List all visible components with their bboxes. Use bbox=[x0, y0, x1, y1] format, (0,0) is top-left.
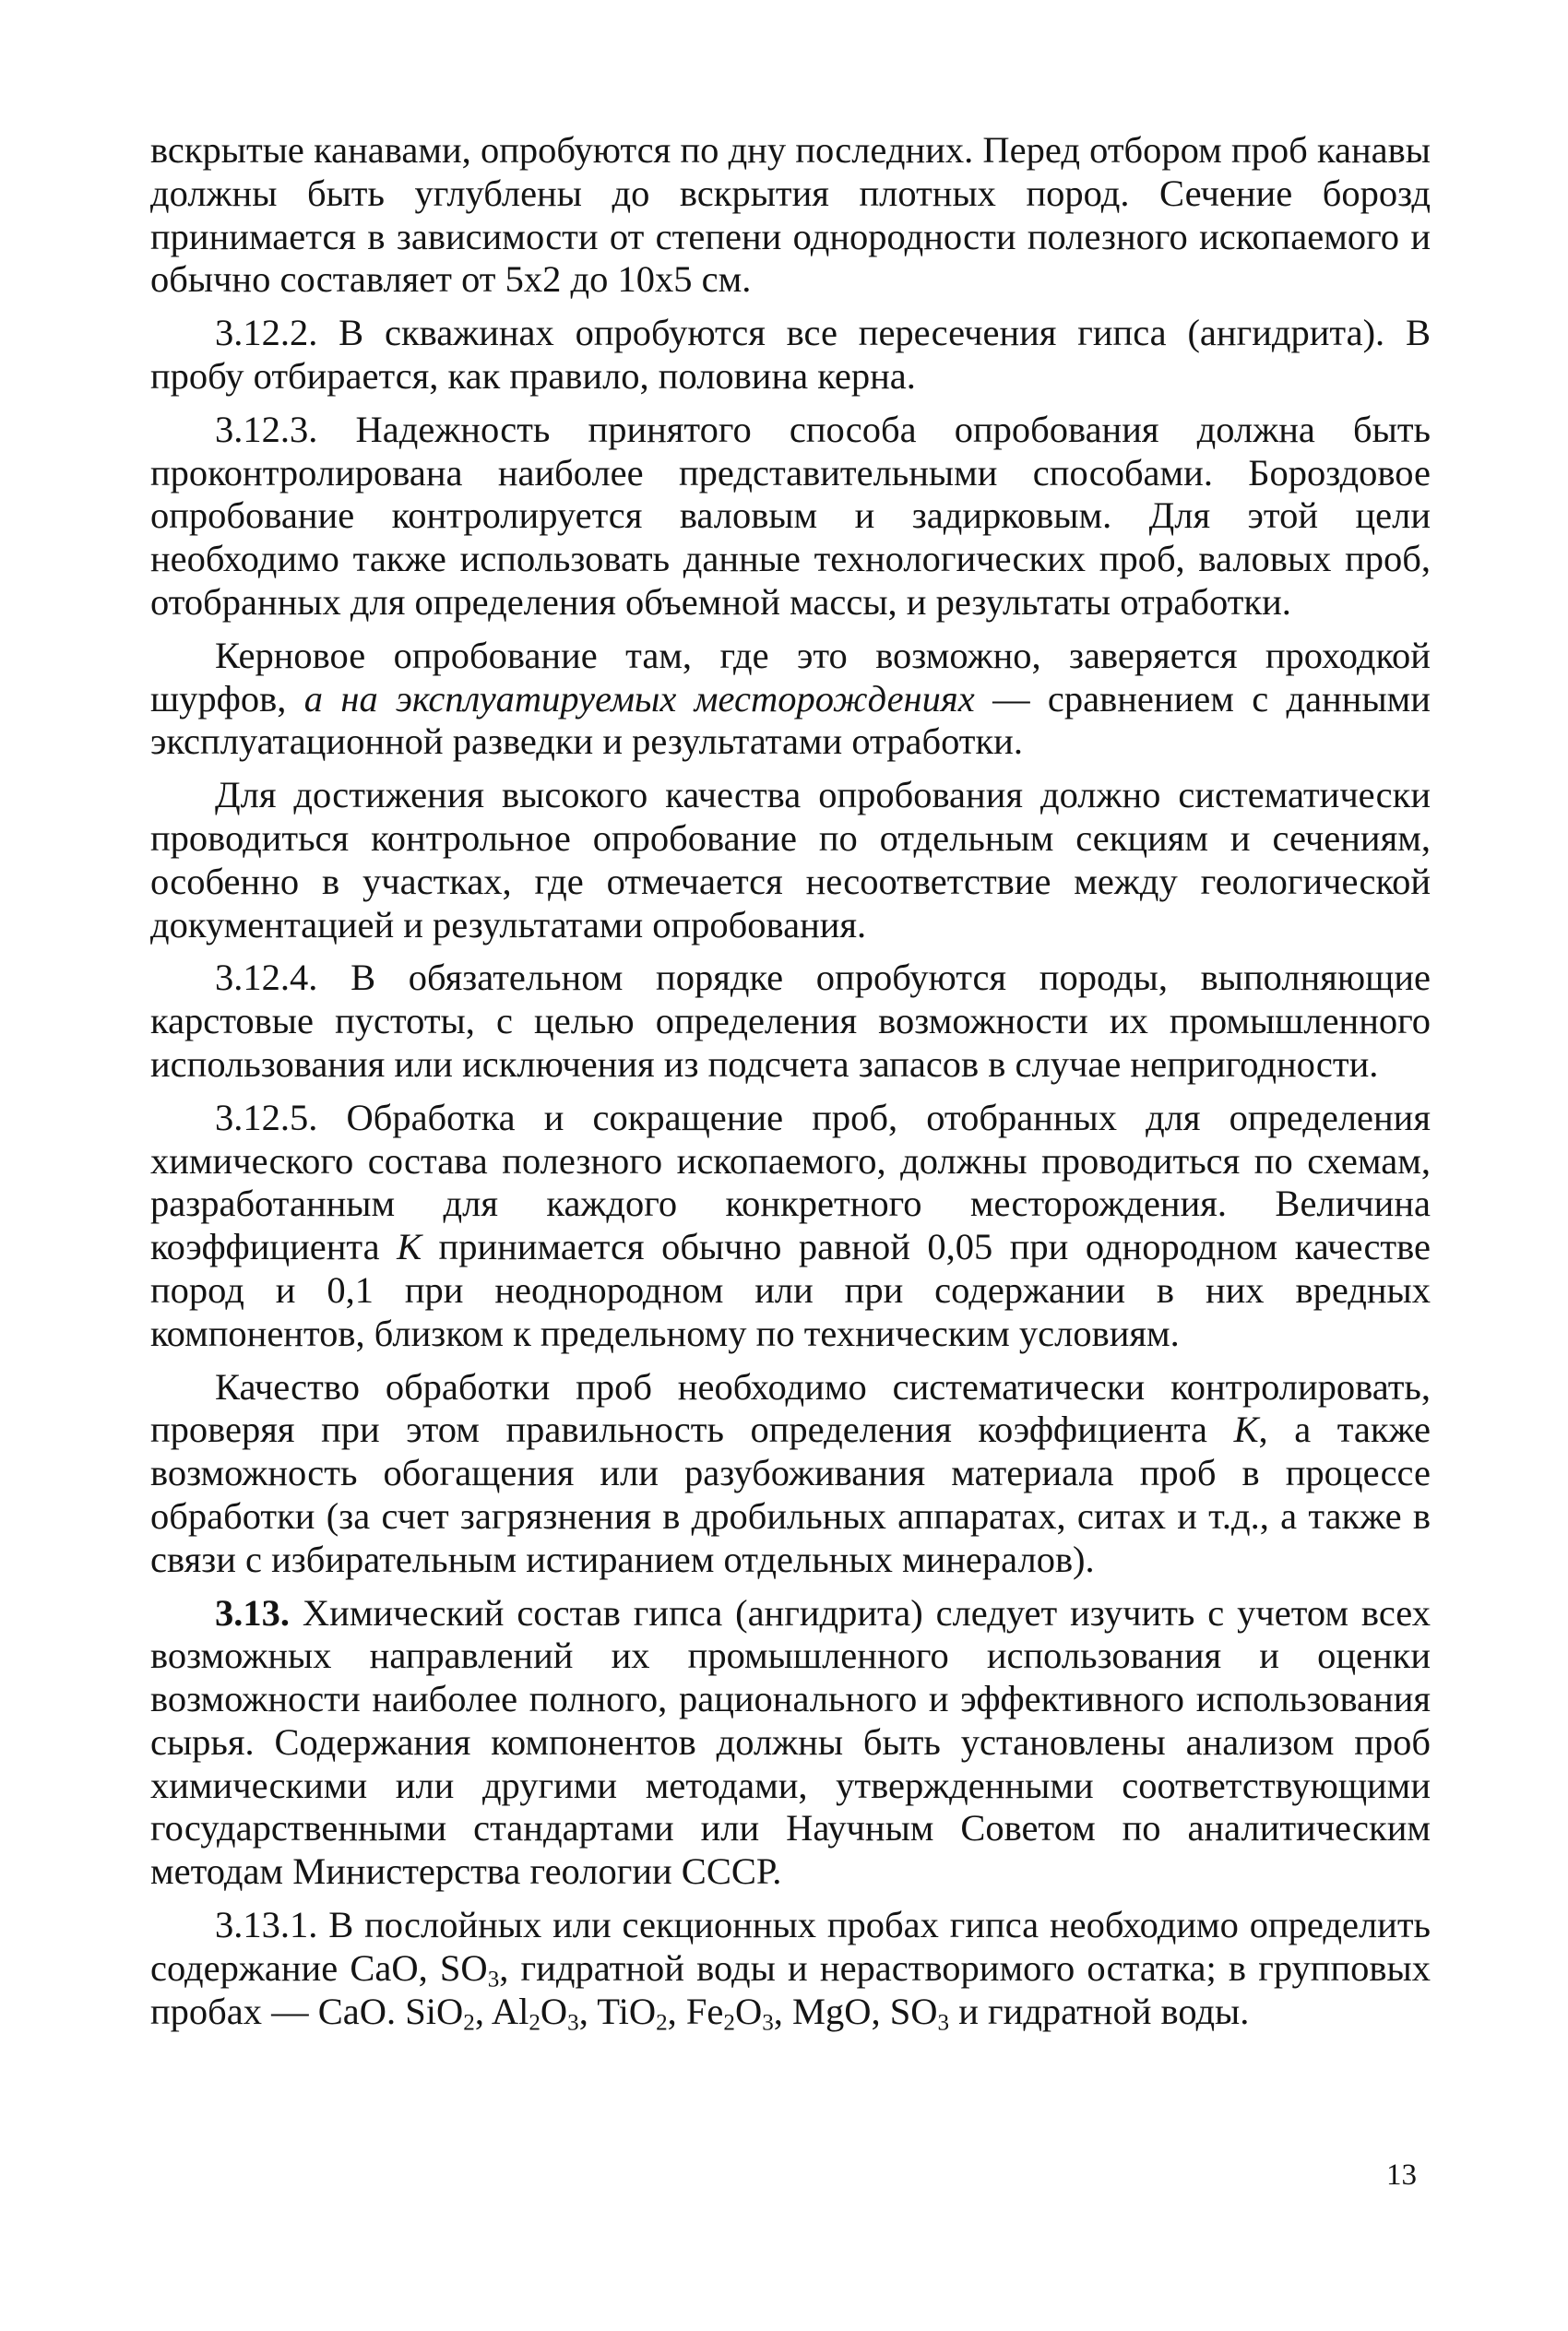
paragraph-text: 3.13.1. В послойных или секционных пробах гипса необходимо определить содержание CaO, SO bbox=[150, 1904, 1431, 1989]
italic-symbol: К bbox=[1233, 1409, 1259, 1451]
paragraph-text: , MgO, SO bbox=[773, 1990, 938, 2032]
paragraph-text: , Al bbox=[474, 1990, 529, 2032]
paragraph-text: , Fe bbox=[667, 1990, 724, 2032]
paragraph-text: Керновое опробование там, где это возможно, заверяется проходкой шурфов, bbox=[150, 634, 1431, 720]
paragraph-text: Качество обработки проб необходимо систематически контролировать, проверяя при этом правильность определения коэффициента bbox=[150, 1365, 1431, 1451]
subscript: 2 bbox=[463, 2009, 475, 2035]
italic-symbol: К bbox=[397, 1226, 422, 1268]
paragraph-3-12-3 bbox=[150, 409, 1431, 624]
paragraph-text: 3.12.3. Надежность принятого способа опробования должна быть проконтролирована наиболее представительными способами. Бороздовое опробование контролируется валовым и задирковым. Для этой цели необходимо также использовать данные технологических проб, валовых проб, отобранных для определения объемной массы, и результаты отработки. bbox=[150, 408, 1431, 623]
italic-text: а на эксплуатируемых месторождениях bbox=[303, 677, 975, 720]
paragraph-quality-control bbox=[150, 1366, 1431, 1582]
paragraph-text: Для достижения высокого качества опробования должно систематически проводиться контрольное опробование по отдельным секциям и сечениям, особенно в участках, где отмечается несоответствие между геологической документацией и результатами опробования. bbox=[150, 774, 1431, 945]
page-body bbox=[150, 129, 1431, 2033]
subscript: 2 bbox=[723, 2009, 735, 2035]
paragraph-text: O bbox=[540, 1990, 568, 2032]
paragraph-text: принимается обычно равной 0,05 при однородном качестве пород и 0,1 при неоднородном или при содержании в них вредных компонентов, близком к предельному по техническим условиям. bbox=[150, 1226, 1431, 1354]
paragraph-text: Химический состав гипса (ангидрита) следует изучить с учетом всех возможных направлений их промышленного использования и оценки возможности наиболее полного, рационального и эффективного использования сырья. Содержания компонентов должны быть установлены анализом проб химическими или другими методами, утвержденными соответствующими государственными стандартами или Научным Советом по аналитическим методам Министерства геологии СССР. bbox=[150, 1591, 1431, 1893]
subscript: 3 bbox=[937, 2009, 950, 2035]
section-number: 3.13. bbox=[215, 1591, 290, 1634]
page-number: 13 bbox=[1386, 2159, 1417, 2192]
paragraph-text: 3.12.2. В скважинах опробуются все пересечения гипса (ангидрита). В пробу отбирается, как правило, половина керна. bbox=[150, 312, 1431, 397]
paragraph-control-sampling bbox=[150, 774, 1431, 946]
paragraph-3-12-2 bbox=[150, 312, 1431, 398]
subscript: 3 bbox=[487, 1967, 500, 1992]
paragraph-3-13 bbox=[150, 1592, 1431, 1895]
paragraph-3-12-4 bbox=[150, 957, 1431, 1086]
paragraph-text: и гидратной воды. bbox=[949, 1990, 1250, 2032]
paragraph-core-sampling bbox=[150, 635, 1431, 764]
paragraph-text: , гидратной воды и нерастворимого остатка; в групповых пробах — CaO. SiO bbox=[150, 1946, 1431, 2032]
paragraph-text: , а также возможность обогащения или разубоживания материала проб в процессе обработки (за счет загрязнения в дробильных аппаратах, ситах и т.д., а также в связи с избирательным истиранием отдельных минералов). bbox=[150, 1409, 1431, 1580]
subscript: 3 bbox=[567, 2009, 579, 2035]
subscript: 2 bbox=[656, 2009, 668, 2035]
paragraph-text: — сравнением с данными эксплуатационной разведки и результатами отработки. bbox=[150, 677, 1431, 763]
paragraph-3-12-5 bbox=[150, 1097, 1431, 1356]
paragraph-3-13-1 bbox=[150, 1904, 1431, 2033]
paragraph-text: вскрытые канавами, опробуются по дну последних. Перед отбором проб канавы должны быть углублены до вскрытия плотных пород. Сечение борозд принимается в зависимости от степени однородности полезного ископаемого и обычно составляет от 5х2 до 10х5 см. bbox=[150, 129, 1431, 301]
paragraph-text: 3.12.4. В обязательном порядке опробуются породы, выполняющие карстовые пустоты, с целью определения возможности их промышленного использования или исключения из подсчета запасов в случае непригодности. bbox=[150, 957, 1431, 1085]
paragraph-trench-sampling bbox=[150, 129, 1431, 302]
paragraph-text: O bbox=[734, 1990, 763, 2032]
paragraph-text: , TiO bbox=[578, 1990, 657, 2032]
subscript: 2 bbox=[529, 2009, 540, 2035]
paragraph-text: 3.12.5. Обработка и сокращение проб, отобранных для определения химического состава полезного ископаемого, должны проводиться по схемам, разработанным для каждого конкретного месторождения. Величина коэффициента bbox=[150, 1096, 1431, 1268]
subscript: 3 bbox=[762, 2009, 774, 2035]
